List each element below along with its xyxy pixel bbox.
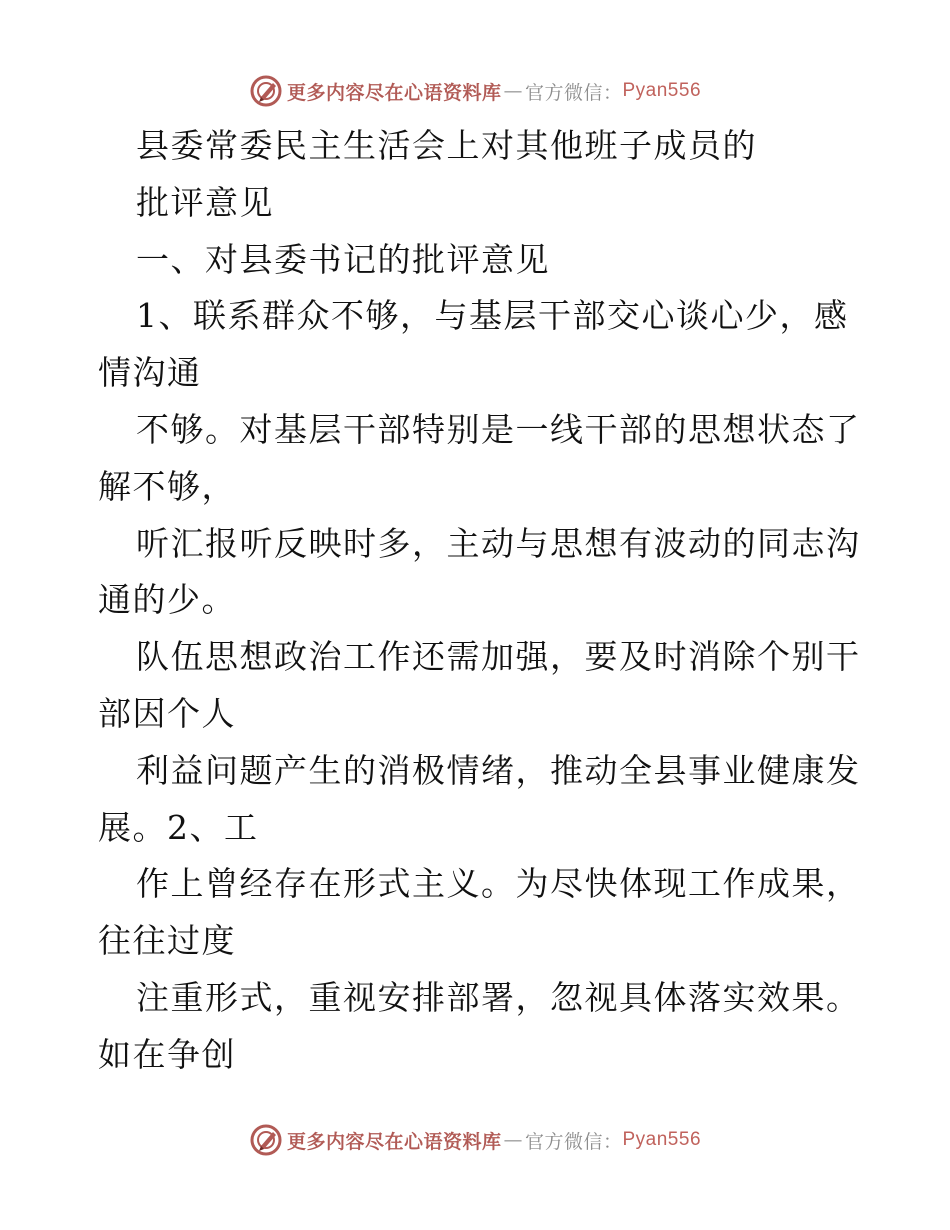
watermark-dash: —	[503, 1129, 523, 1151]
paragraph-line: 如在争创	[98, 1034, 236, 1074]
watermark-main-text: 更多内容尽在心语资料库	[286, 1130, 502, 1153]
paragraph-line: 1、联系群众不够，与基层干部交心谈心少，感	[136, 296, 849, 336]
paragraph-line: 往往过度	[98, 921, 236, 961]
paragraph-line: 注重形式，重视安排部署，忽视具体落实效果。	[136, 977, 861, 1017]
watermark-contact-id: Pyan556	[622, 80, 702, 101]
header-watermark	[0, 71, 950, 111]
watermark-contact-id: Pyan556	[622, 1129, 702, 1150]
paragraph-line: 解不够，	[98, 466, 236, 506]
paragraph-line: 展。2、工	[98, 807, 259, 847]
document-body	[98, 118, 861, 1084]
paragraph-line: 听汇报听反映时多，主动与思想有波动的同志沟	[136, 523, 861, 563]
paragraph-line: 作上曾经存在形式主义。为尽快体现工作成果，	[136, 864, 861, 904]
watermark-dash: —	[503, 80, 523, 102]
footer-watermark	[0, 1120, 950, 1160]
paragraph-line: 部因个人	[98, 693, 236, 733]
paragraph-line: 通的少。	[98, 580, 236, 620]
watermark-main-text: 更多内容尽在心语资料库	[286, 81, 502, 104]
document-title-line-2: 批评意见	[136, 182, 274, 222]
paragraph-line: 利益问题产生的消极情绪，推动全县事业健康发	[136, 750, 861, 790]
document-title-line-1: 县委常委民主生活会上对其他班子成员的	[136, 126, 757, 165]
paragraph-line: 情沟通	[98, 353, 202, 393]
paragraph-line: 不够。对基层干部特别是一线干部的思想状态了	[136, 409, 861, 449]
pen-circle-logo-icon	[249, 1123, 283, 1157]
pen-circle-logo-icon	[249, 74, 283, 108]
paragraph-line: 队伍思想政治工作还需加强，要及时消除个别干	[136, 637, 861, 677]
watermark-contact-label: 官方微信：	[524, 1130, 623, 1153]
watermark-contact-label: 官方微信：	[524, 81, 623, 104]
section-heading: 一、对县委书记的批评意见	[136, 239, 550, 279]
